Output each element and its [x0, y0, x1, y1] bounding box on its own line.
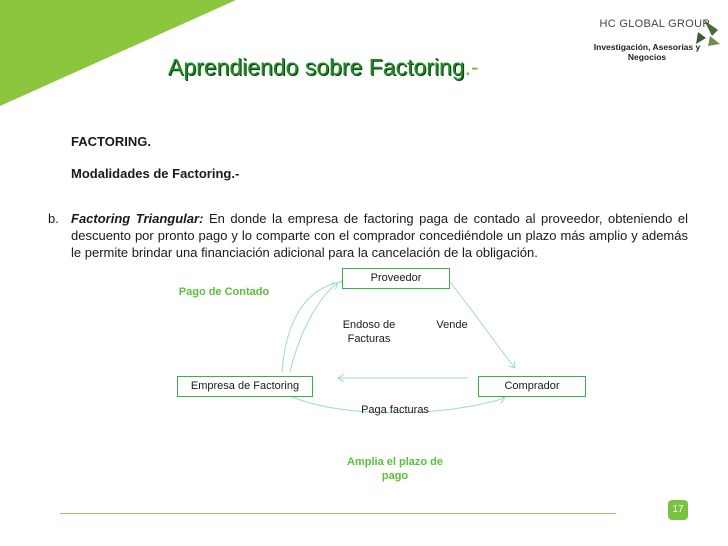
- label-endoso-facturas: Endoso de Facturas: [342, 319, 396, 345]
- item-text: En donde la empresa de factoring paga de contado al proveedor, obteniendo el descuento por pronto pago y lo comparte con el comprador concediéndole un plazo más amplio y además le permite brindar una financiación adicional para la cancelación de la obligación.: [71, 211, 689, 260]
- label-vende: Vende: [436, 319, 468, 331]
- label-pago-contado: Pago de Contado: [178, 286, 270, 298]
- label-paga-facturas: Paga facturas: [361, 404, 429, 416]
- page-number-badge: 17: [668, 500, 688, 520]
- node-proveedor: Proveedor: [342, 268, 450, 289]
- section-subheading: Modalidades de Factoring.-: [71, 166, 240, 181]
- label-amplia-plazo: Amplia el plazo de pago: [347, 456, 443, 482]
- arrow-pago-contado: [282, 282, 340, 372]
- node-comprador: Comprador: [478, 376, 586, 397]
- arrow-endoso: [290, 283, 338, 372]
- logo-subtitle: Investigación, Asesorías y Negocios: [593, 42, 701, 62]
- logo-text: HC GLOBAL GROUP: [599, 18, 710, 30]
- node-empresa-factoring: Empresa de Factoring: [177, 376, 313, 397]
- item-term: Factoring Triangular:: [71, 211, 204, 226]
- item-label: b.: [48, 211, 59, 226]
- slide-title-suffix: .-: [464, 54, 479, 80]
- slide-title-text: Aprendiendo sobre Factoring: [168, 54, 465, 80]
- section-heading: FACTORING.: [71, 134, 151, 149]
- footer-divider: [60, 513, 616, 514]
